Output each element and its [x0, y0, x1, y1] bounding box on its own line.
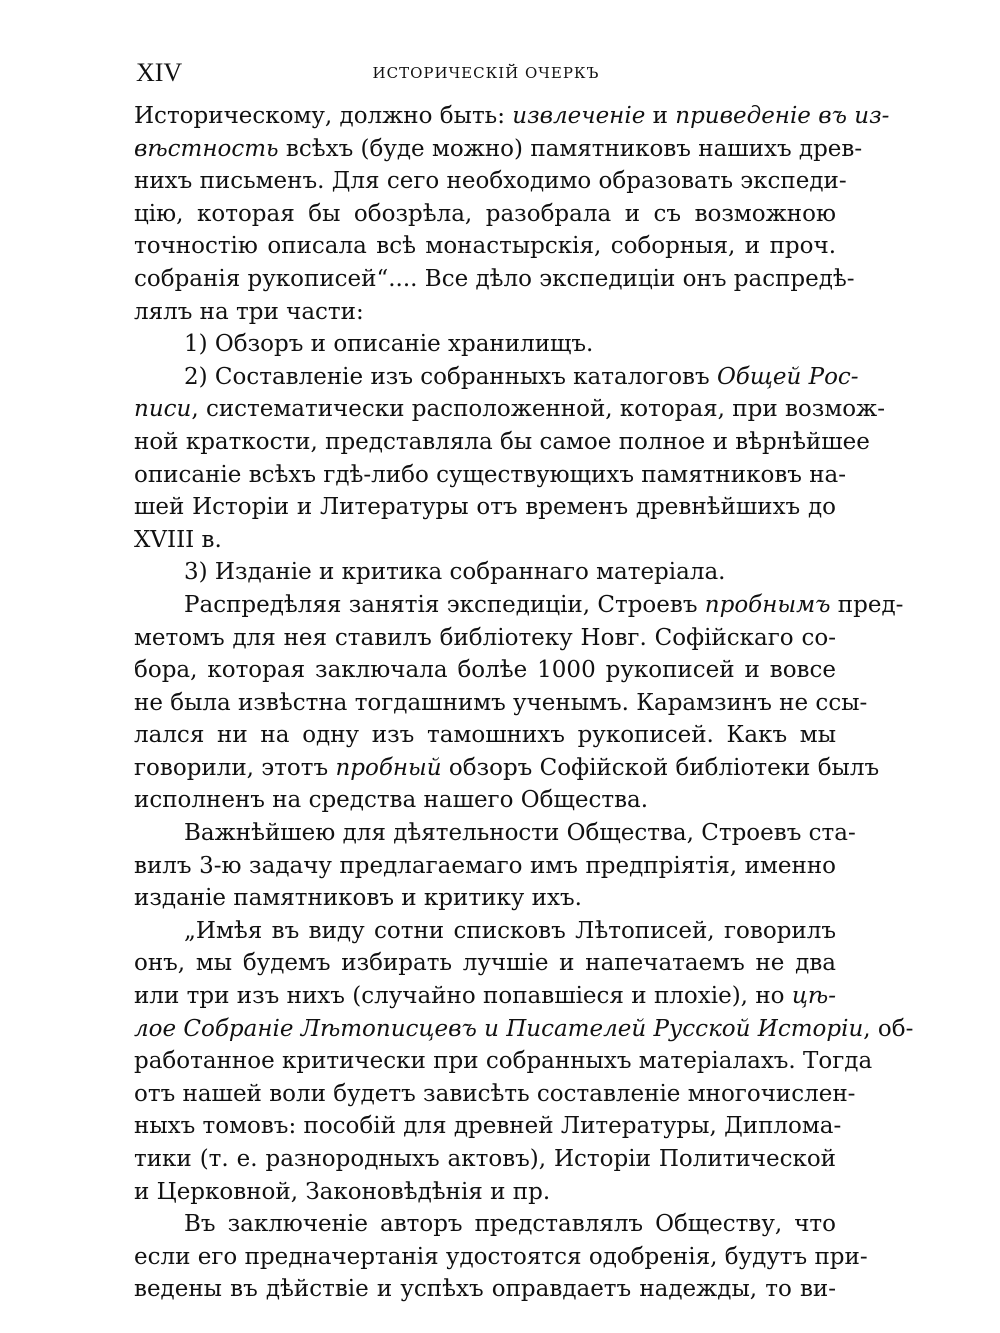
text-line	[134, 393, 885, 426]
text-line	[134, 1013, 914, 1046]
text-line	[134, 1241, 868, 1274]
page-header	[136, 58, 836, 90]
text-line	[134, 1208, 836, 1241]
text-span: шей Исторіи и Литературы отъ временъ древнѣйшихъ до	[134, 494, 836, 521]
text-line	[134, 850, 836, 883]
text-line	[134, 296, 836, 329]
text-span: точностію описала всѣ монастырскія, соборныя, и проч.	[134, 233, 836, 260]
text-span: и Церковной, Законовѣдѣнія и пр.	[134, 1178, 551, 1205]
text-span: Въ заключеніе авторъ представлялъ Обществу, что	[184, 1211, 836, 1238]
text-line	[134, 654, 836, 687]
text-line	[134, 882, 836, 915]
text-span: бора, которая заключала болѣе 1000 рукописей и вовсе	[134, 657, 836, 684]
body-text	[134, 100, 914, 1306]
running-title: ИСТОРИЧЕСКІЙ ОЧЕРКЪ	[372, 64, 600, 82]
text-line	[134, 1110, 842, 1143]
text-span: Важнѣйшею для дѣятельности Общества, Строевъ ста-	[184, 820, 856, 847]
text-line	[134, 459, 847, 492]
text-line	[134, 165, 847, 198]
text-line	[134, 687, 868, 720]
text-span: отъ нашей воли будетъ зависѣть составленіе многочислен-	[134, 1080, 856, 1107]
text-line	[134, 947, 836, 980]
text-line	[134, 752, 880, 785]
text-span: не была извѣстна тогдашнимъ ученымъ. Карамзинъ не ссы-	[134, 689, 868, 716]
text-line	[134, 524, 836, 557]
italic-span: пробный	[335, 754, 442, 781]
text-line	[134, 230, 836, 263]
text-line	[134, 719, 836, 752]
text-span: Распредѣляя занятія экспедиціи, Строевъ	[184, 591, 705, 618]
text-span: ныхъ томовъ: пособій для древней Литературы, Диплома-	[134, 1113, 842, 1140]
text-line	[134, 817, 856, 850]
text-line	[134, 361, 859, 394]
text-line	[134, 133, 863, 166]
italic-span: вѣстность	[134, 135, 279, 162]
italic-span: лое Собраніе Лѣтописцевъ и Писателей Русской Исторіи	[134, 1015, 864, 1042]
text-span: 2) Составленіе изъ собранныхъ каталоговъ	[184, 363, 717, 390]
text-span: всѣхъ (буде можно) памятниковъ нашихъ древ-	[278, 135, 863, 162]
text-line	[134, 491, 836, 524]
text-line	[134, 100, 890, 133]
text-line	[134, 1045, 873, 1078]
text-span: изданіе памятниковъ и критику ихъ.	[134, 885, 582, 912]
italic-span: цѣ-	[791, 983, 836, 1010]
text-span: исполненъ на средства нашего Общества.	[134, 787, 649, 814]
text-line	[134, 328, 836, 361]
italic-span: приведеніе въ из-	[675, 103, 890, 129]
text-span: метомъ для нея ставилъ библіотеку Новг. Софійскаго со-	[134, 624, 836, 651]
text-span: , систематически расположенной, которая, при возмож-	[191, 396, 885, 423]
text-line	[134, 980, 836, 1013]
text-line	[134, 1078, 856, 1111]
text-line	[134, 915, 836, 948]
italic-span: писи	[134, 396, 192, 423]
text-span: собранія рукописей“.... Все дѣло экспедиціи онъ распредѣ-	[134, 265, 855, 292]
text-span: Историческому, должно быть:	[134, 103, 513, 129]
text-span: говорили, этотъ	[134, 754, 336, 781]
text-span: 3) Изданіе и критика собраннаго матеріала.	[184, 559, 726, 586]
text-line	[134, 426, 870, 459]
text-span: „Имѣя въ виду сотни списковъ Лѣтописей, говорилъ	[184, 917, 836, 944]
text-span: , об-	[863, 1015, 914, 1042]
text-span: или три изъ нихъ (случайно попавшіеся и плохіе), но	[134, 983, 792, 1010]
text-line	[134, 198, 836, 231]
text-span: лялъ на три части:	[134, 298, 364, 325]
text-span: лался ни на одну изъ тамошнихъ рукописей. Какъ мы	[134, 722, 836, 749]
text-span: ведены въ дѣйствіе и успѣхъ оправдаетъ надежды, то ви-	[134, 1276, 836, 1303]
text-span: онъ, мы будемъ избирать лучшіе и напечатаемъ не два	[134, 950, 836, 977]
text-span: обзоръ Софійской библіотеки былъ	[441, 754, 880, 781]
text-line	[134, 556, 836, 589]
text-line	[134, 1176, 836, 1209]
text-span: вилъ 3-ю задачу предлагаемаго имъ предпріятія, именно	[134, 852, 836, 879]
text-span: и	[645, 103, 676, 129]
text-span: ной краткости, представляла бы самое полное и вѣрнѣйшее	[134, 428, 870, 455]
text-span: если его предначертанія удостоятся одобренія, будутъ при-	[134, 1243, 868, 1270]
text-span: цію, которая бы обозрѣла, разобрала и съ возможною	[134, 200, 836, 227]
text-span: описаніе всѣхъ гдѣ-либо существующихъ памятниковъ на-	[134, 461, 847, 488]
text-span: пред-	[830, 591, 904, 618]
text-line	[134, 263, 855, 296]
text-span: нихъ письменъ. Для сего необходимо образовать экспеди-	[134, 168, 847, 195]
page-number: XIV	[136, 58, 183, 87]
text-line	[134, 1273, 836, 1306]
italic-span: пробнымъ	[704, 591, 831, 618]
text-line	[134, 784, 836, 817]
text-line	[134, 589, 904, 622]
text-span: XVIII в.	[134, 526, 222, 553]
text-span: тики (т. е. разнородныхъ актовъ), Исторіи Политической	[134, 1146, 836, 1172]
text-line	[134, 622, 836, 655]
italic-span: извлеченіе	[512, 103, 646, 129]
text-span: работанное критически при собранныхъ матеріалахъ. Тогда	[134, 1048, 873, 1075]
text-line	[134, 1143, 836, 1176]
text-span: 1) Обзоръ и описаніе хранилищъ.	[184, 331, 594, 358]
italic-span: Общей Рос-	[716, 363, 859, 390]
